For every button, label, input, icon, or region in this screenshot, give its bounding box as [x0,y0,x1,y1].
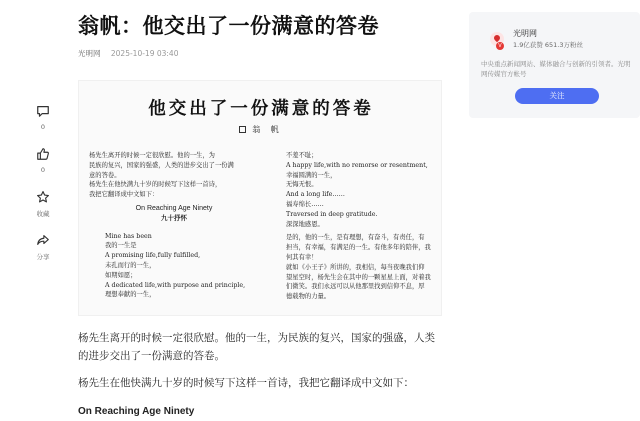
article-source[interactable]: 光明网 [78,49,101,58]
poem-title-cn: 九十抒怀 [161,213,187,222]
image-line: 杨先生在他快满九十岁的时候写下这样一首诗， [89,181,222,189]
author-box-icon [239,126,246,133]
author-card [469,12,640,118]
image-line: 们微笑。我们永远可以从他那里找到信仰不息，厚 [286,283,425,291]
article-paragraph: 杨先生离开的时候一定很欣慰。他的一生，为民族的复兴，国家的强盛，人类的进步交出了一份满意的答卷。 [78,332,435,362]
star-icon [36,190,50,204]
image-line: 意的答卷。 [89,171,121,179]
image-line: 德载物的力量。 [286,293,331,301]
comment-count: 0 [40,123,46,131]
follow-button[interactable]: 关注 [515,88,599,104]
article-title: 翁帆：他交出了一份满意的答卷 [78,14,379,38]
image-title: 他交出了一份满意的答卷 [148,99,374,119]
author-name[interactable]: 光明网 [513,29,537,38]
comment-icon [36,104,50,118]
poem-title-en: On Reaching Age Ninety [135,204,213,212]
share-icon [36,233,50,247]
poem-line: Mine has been [105,232,152,240]
thumbs-up-icon [36,147,50,161]
image-line: 幸福圆满的一生， [286,171,337,179]
image-line: 不羞不耻； [286,152,318,159]
share-label: 分享 [36,253,50,261]
poem-line: A dedicated life,with purpose and principle, [105,281,246,289]
share-button[interactable] [28,233,58,276]
image-line: A happy life,with no remorse or resentment, [286,161,428,169]
poem-line: 未孔而行的一生， [105,261,156,269]
article-image[interactable] [78,80,442,316]
poem-heading: On Reaching Age Ninety [78,406,195,417]
image-line: Traversed in deep gratitude. [286,210,378,218]
article-paragraph: 杨先生在他快满九十岁的时候写下这样一首诗，我把它翻译成中文如下： [78,377,414,389]
image-author [79,124,442,135]
like-count: 0 [40,166,46,174]
image-line: 我把它翻译成中文如下： [89,191,159,199]
poem-line: 如期如愿； [105,271,137,279]
comment-button[interactable] [28,104,58,147]
image-line: 何其有幸！ [286,253,318,261]
image-line: 杨先生离开的时候一定很欣慰。他的一生，为 [89,152,215,159]
like-button[interactable] [28,147,58,190]
favorite-label: 收藏 [36,210,50,218]
image-line: 民族的复兴，国家的强盛，人类的进步交出了一份满 [89,161,234,169]
article-datetime: 2025-10-19 03:40 [110,49,179,58]
favorite-button[interactable] [28,190,58,233]
image-line: 无悔无恨。 [286,181,318,189]
poem-line: A promising life,fully fulfilled, [105,252,201,260]
verified-badge-icon: V [496,42,504,50]
image-line: 深深地感恩。 [286,220,324,228]
image-line: 是的，他的一生，是有理想，有奋斗，有责任，有 [286,234,425,242]
image-line: 福寿绵长…… [286,200,324,208]
poem-line: 我的一生是 [105,242,137,250]
image-right-column [286,151,434,302]
article-meta [78,48,178,59]
image-line: And a long life…… [286,191,345,199]
image-author-name: 翁 帆 [252,125,283,134]
image-line: 就如《小王子》所讲的，我相信，每当夜晚我们仰 [286,263,425,271]
author-stats: 1.9亿获赞 651.3万粉丝 [513,41,584,49]
poem-lines [89,232,259,301]
action-rail [28,104,58,276]
image-line: 望星空时，杨先生会在其中的一颗星星上面，对着我 [286,273,431,281]
image-left-column [89,151,259,300]
author-description: 中央重点新闻网站、媒体融合与创新的引领者。光明网传媒官方帐号 [481,60,631,78]
poem-line: 理想奉献的一生， [105,291,156,299]
image-line: 担当，有幸福，有满足的一生。有他多年的陪伴，我 [286,244,431,252]
